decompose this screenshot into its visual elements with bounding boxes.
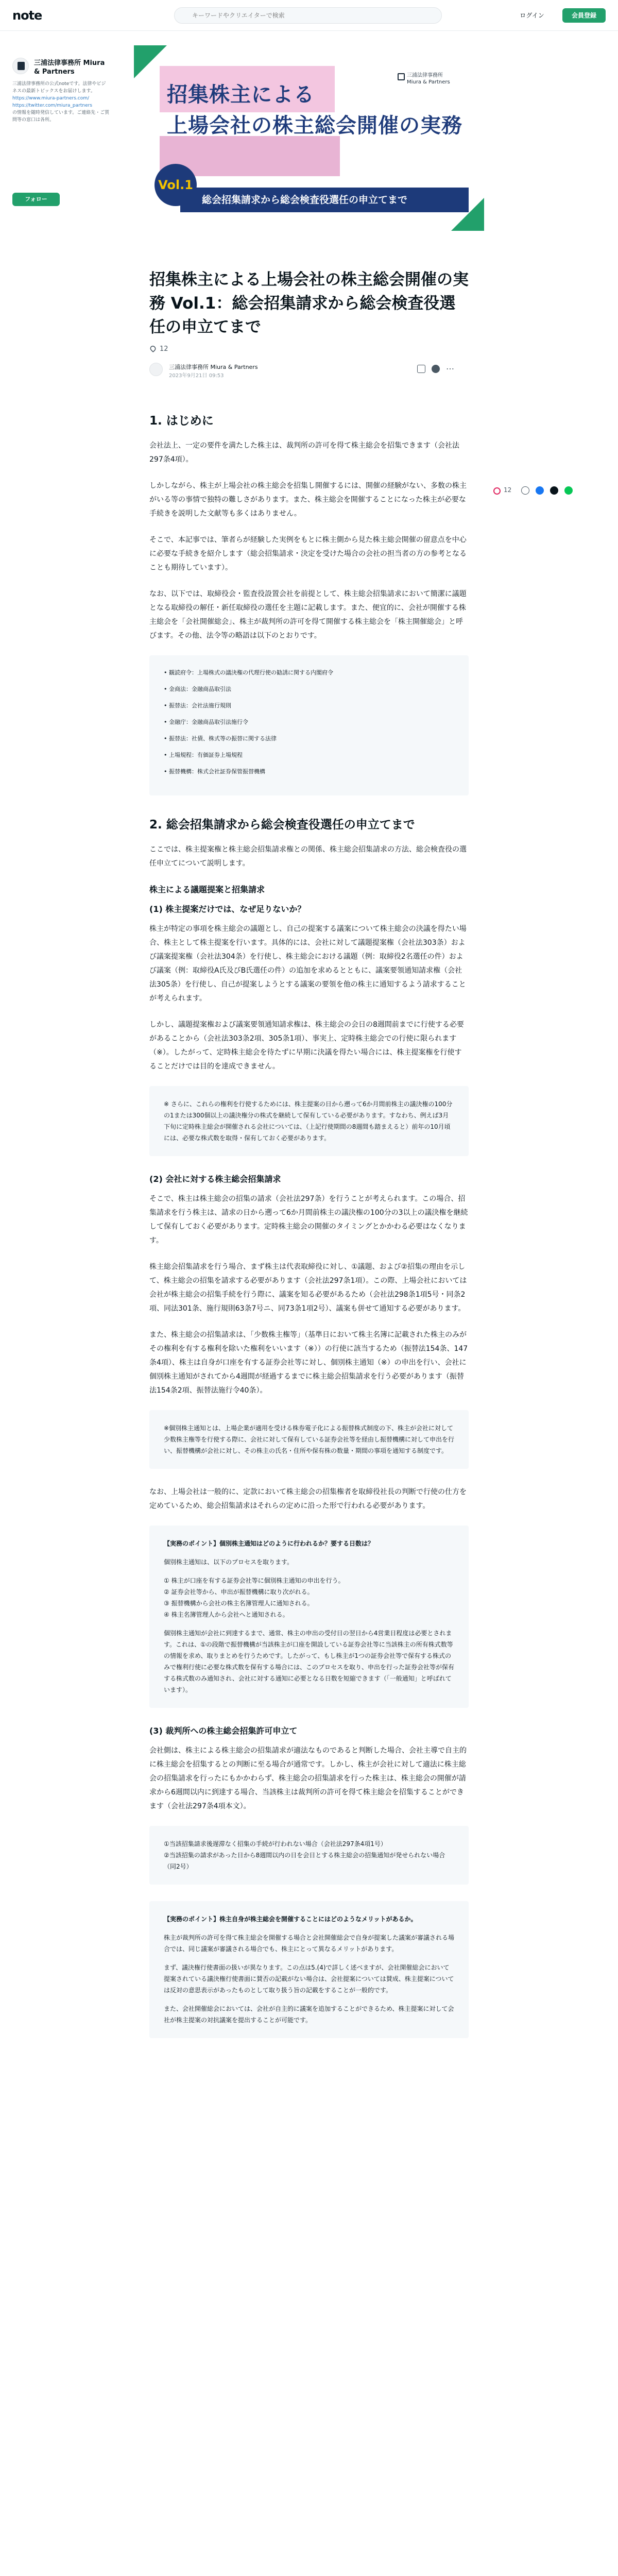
note-text: ①当該招集請求後遅滞なく招集の手続が行われない場合（会社法297条4項1号） ②当該招集の請求があった日から8週間以内の日を会日とする株主総会の招集通知が発せられない場合（同2号） [164, 1840, 445, 1870]
heart-icon [149, 345, 157, 352]
paragraph: 株主が特定の事項を株主総会の議題とし、自己の提案する議案について株主総会の決議を得たい場合、株主として株主提案を行います。具体的には、会社に対して議題提案権（会社法303条）および議案提案権（会社法304条）を行使し、株主総会における議題（例：取締役2名選任の件）および議案（例：取締役A氏及びB氏選任の件）の追加を求めるとともに、議案要領通知請求権（会社法305条）を行使し、自己が提案しようとする議案の要領を他の株主に通知するよう請求することが考えられます。 [149, 925, 467, 1003]
section-heading: 1. はじめに [149, 414, 214, 428]
paragraph: ここでは、株主提案権と株主総会招集請求権との関係、株主総会招集請求の方法、総会検査役の選任申立てについて説明します。 [149, 845, 467, 868]
practice-point-text: また、会社開催総会においては、会社が自主的に議案を追加することができるため、株主提案に対して会社が株主提案の対抗議案を提出することが可能です。 [164, 2005, 454, 2024]
floating-line-icon[interactable] [564, 486, 573, 495]
paragraph: なお、上場会社は一般的に、定款において株主総会の招集権者を取締役社長の判断で行使の仕方を定めているため、総会招集請求はそれらの定めに沿った形で行われる必要があります。 [149, 1488, 467, 1510]
paragraph: 株主総会招集請求を行う場合、まず株主は代表取締役に対し、①議題、および②招集の理由を示して、株主総会の招集を請求する必要があります（会社法297条1項）。この際、上場会社においては会社が株主総会の招集手続を行う際に、議案を知る必要があるため（会社法298条1項5号・同条2項、同法301条、施行規則63条7号ニ、同73条1項2号）、議案も併せて通知する必要があります。 [149, 1263, 467, 1313]
creator-bio-tail: の情報を随時発信しています。ご連絡先・ご質問等の窓口は各所。 [12, 110, 110, 123]
hero-image [134, 45, 484, 231]
abbreviation-box [149, 655, 469, 795]
practice-point-box [149, 1901, 469, 2038]
list-item: • 振替機構：株式会社証券保管振替機構 [164, 767, 454, 777]
more-icon[interactable]: … [446, 362, 454, 371]
creator-sidebar [12, 58, 115, 202]
paragraph: そこで、株主は株主総会の招集の請求（会社法297条）を行うことが考えられます。この場合、招集請求を行う株主は、請求の日から遡って6か月間前株主の議決権の100分の3以上の議決権を継続して保有しておく必要があります。定時株主総会の開催のタイミングとかかわる必要はなくなります。 [149, 1195, 468, 1245]
paragraph: しかし、議題提案権および議案要領通知請求権は、株主総会の会日の8週間前までに行使する必要があることから（会社法303条2項、305条1項）、事実上、定時株主総会での行使に限られます（※）。したがって、定時株主総会を待たずに早期に決議を得たい場合には、株主提案権を行使することだけでは目的を達成できません。 [149, 1021, 464, 1071]
hero-title-line1: 招集株主による [167, 83, 315, 107]
practice-point-text: まず、議決権行使書面の扱いが異なります。この点は5.(4)で詳しく述べますが、会社開催総会において提案されている議決権行使書面に賛否の記載がない場合は、会社提案については賛成、株主提案については反対の意思表示があったものとして取り扱う旨の記載をすることが一般的です。 [164, 1964, 454, 1994]
author-avatar[interactable] [149, 363, 163, 376]
login-button[interactable]: ログイン [520, 12, 544, 19]
note-text: ※個別株主通知とは、上場企業が適用を受ける株券電子化による振替株式制度の下、株主が会社に対して少数株主権等を行使する際に、会社に対して保有している証券会社等を経由し振替機構に対して申出を行い、振替機構が会社に対し、その株主の氏名・住所や保有株の数量・期間の事項を通知する制度です。 [164, 1425, 455, 1454]
subsection-heading: 株主による議題提案と招集請求 [149, 885, 265, 894]
paragraph: また、株主総会の招集請求は、「少数株主権等」（基準日において株主名簿に記載された株主のみがその権利を有する権利を除いた権利をいいます（※））の行使に該当するため（振替法154条、147条4項）、株主は自身が口座を有する証券会社等に対し、個別株主通知（※）の申出を行い、会社に個別株主通知がされてから4週間が経過するまでに株主総会招集請求を行う必要があります（振替法154条2項、振替法施行令40条）。 [149, 1331, 468, 1395]
practice-point-title: 【実務のポイント】個別株主通知はどのように行われるか？要する日数は？ [164, 1540, 374, 1547]
paragraph: 会社側は、株主による株主総会の招集請求が適法なものであると判断した場合、会社主導で自主的に株主総会を招集するとの判断に至る場合が通常です。しかし、株主が会社に対して適法に株主総会の招集請求を行ったにもかかわらず、株主総会の招集請求を行った株主は、株主総会の開催が請求から6週間以内に到達する場合、当該株主は裁判所の許可を得て株主総会を招集することができます（会社法297条4項本文）。 [149, 1747, 467, 1810]
note-text: ※ さらに、これらの権利を行使するためには、株主提案の日から遡って6か月間前株主の議決権の100分の1または300個以上の議決権分の株式を継続して保有している必要があります。すなわち、例えば3月下旬に定時株主総会が開催される会社については、（上記行使期間の8週間も踏まえると）前年の10月頃には、必要な株式数を取得・保有しておく必要があります。 [164, 1100, 453, 1142]
section-heading: 2. 総会招集請求から総会検査役選任の申立てまで [149, 818, 415, 832]
paragraph: しかしながら、株主が上場会社の株主総会を招集し開催するには、開催の経験がない、多数の株主がいる等の事情で独特の難しさがあります。また、株主総会を開催することになった株主が必要な手続きを説明した文献等も多くはありません。 [149, 482, 467, 518]
list-item: • 上場規程：有価証券上場規程 [164, 750, 454, 760]
site-header [0, 0, 618, 31]
list-item: • 金商法：金融商品取引法 [164, 684, 454, 694]
abbreviation-list [164, 668, 454, 777]
creator-twitter-link[interactable]: https://twitter.com/miura_partners [12, 103, 93, 108]
subsection-heading: (3) 裁判所への株主総会招集許可申立て [149, 1726, 298, 1736]
hero-title-line2: 上場会社の株主総会開催の実務 [167, 114, 462, 138]
creator-website-link[interactable]: https://www.miura-partners.com/ [12, 96, 90, 101]
x-share-icon[interactable] [417, 365, 425, 373]
floating-share-bar [493, 484, 596, 500]
subsection-heading: (1) 株主提案だけでは、なぜ足りないか？ [149, 904, 306, 914]
subsection-heading: (2) 会社に対する株主総会招集請求 [149, 1174, 281, 1184]
note-box [149, 1086, 469, 1156]
note-box [149, 1826, 469, 1885]
paragraph: そこで、本記事では、筆者らが経験した実例をもとに株主側から見た株主総会開催の留意点を中心に必要な手続きを紹介します（総会招集請求・決定を受けた場合の会社の担当者の方の参考となることも期待しています）。 [149, 536, 467, 572]
creator-avatar[interactable] [12, 58, 29, 74]
practice-point-text: 個別株主通知は、以下のプロセスを取ります。 [164, 1558, 294, 1566]
paragraph: なお、以下では、取締役会・監査役設置会社を前提として、株主総会招集請求において簡潔に議題となる取締役の解任・新任取締役の選任を主題に記載します。また、便宜的に、会社が開催する株主総会を「会社開催総会」、株主が裁判所の許可を得て開催する株主総会を「株主開催総会」と呼びます。その他、法令等の略語は以下のとおりです。 [149, 590, 467, 640]
publish-date: 2023年9月21日 09:53 [169, 373, 224, 379]
follow-button[interactable]: フォロー [12, 193, 60, 206]
list-item: • 振替法：社債、株式等の振替に関する法律 [164, 734, 454, 744]
paragraph: 会社法上、一定の要件を満たした株主は、裁判所の許可を得て株主総会を招集できます（会社法297条4項）。 [149, 442, 459, 464]
practice-point-text: 株主が裁判所の許可を得て株主総会を開催する場合と会社開催総会で自身が提案した議案が審議される場合では、同じ議案が審議される場合でも、株主にとって異なるメリットがあります。 [164, 1934, 455, 1953]
hero-volume-badge: Vol.1 [154, 164, 197, 206]
practice-point-title: 【実務のポイント】株主自身が株主総会を開催することにはどのようなメリットがあるか。 [164, 1916, 417, 1923]
search-input[interactable] [174, 7, 442, 24]
note-logo[interactable]: note [12, 8, 42, 23]
signup-button[interactable]: 会員登録 [562, 8, 606, 23]
hero-subtitle: 総会招集請求から総会検査役選任の申立てまで [180, 188, 469, 212]
author-name[interactable]: 三浦法律事務所 Miura & Partners [169, 364, 258, 370]
creator-bio-text: 三浦法律事務所の公式noteです。法律やビジネスの最新トピックスをお届けします。 [12, 81, 106, 94]
list-item: • 振替法：会社法施行規則 [164, 701, 454, 711]
floating-facebook-icon[interactable] [536, 486, 544, 495]
list-item: • 観読府令：上場株式の議決権の代理行使の勧誘に関する内閣府令 [164, 668, 454, 678]
list-item: • 金融庁：金融商品取引法施行令 [164, 717, 454, 727]
article-header [149, 268, 469, 379]
floating-x-icon[interactable] [550, 486, 558, 495]
creator-bio [12, 80, 110, 124]
floating-heart-icon[interactable] [493, 487, 501, 495]
practice-point-text: 個別株主通知が会社に到達するまで、通常、株主の申出の受付日の翌日から4営業日程度は必要とされます。これは、①の段階で振替機構が当該株主が口座を開設している証券会社等に当該株主の所有株式数等の情報を求め、取りまとめを行うためです。したがって、もし株主が1つの証券会社等で保有する株式のみで権利行使に必要な株式数を保有する場合には、このプロセスを取り、申出を行った証券会社等が保有する株式数のみ通知され、会社に対する通知に必要となる日数を短縮できます（「一般通知」と呼ばれています）。 [164, 1630, 455, 1693]
author-row [149, 361, 469, 381]
like-button[interactable] [149, 345, 168, 353]
facebook-share-icon[interactable] [432, 365, 440, 373]
hero-firm-name: 三浦法律事務所 Miura & Partners [407, 73, 450, 85]
practice-point-steps: ① 株主が口座を有する証券会社等に個別株主通知の申出を行う。 ② 証券会社等から、申出が振替機構に取り次がれる。 ③ 振替機構から会社の株主名簿管理人に通知される。 ④ 株主名簿管理人から会社へと通知される。 [164, 1577, 345, 1618]
floating-comment-icon[interactable] [521, 486, 529, 495]
practice-point-box [149, 1526, 469, 1708]
note-box [149, 1410, 469, 1469]
article-body [149, 412, 469, 2055]
creator-name[interactable]: 三浦法律事務所 Miura & Partners [34, 59, 105, 76]
like-count: 12 [160, 345, 168, 353]
firm-logo-icon [398, 73, 405, 80]
article-title: 招集株主による上場会社の株主総会開催の実務 Vol.1：総会招集請求から総会検査役選任の申立てまで [149, 270, 469, 336]
floating-like-count: 12 [504, 486, 512, 494]
